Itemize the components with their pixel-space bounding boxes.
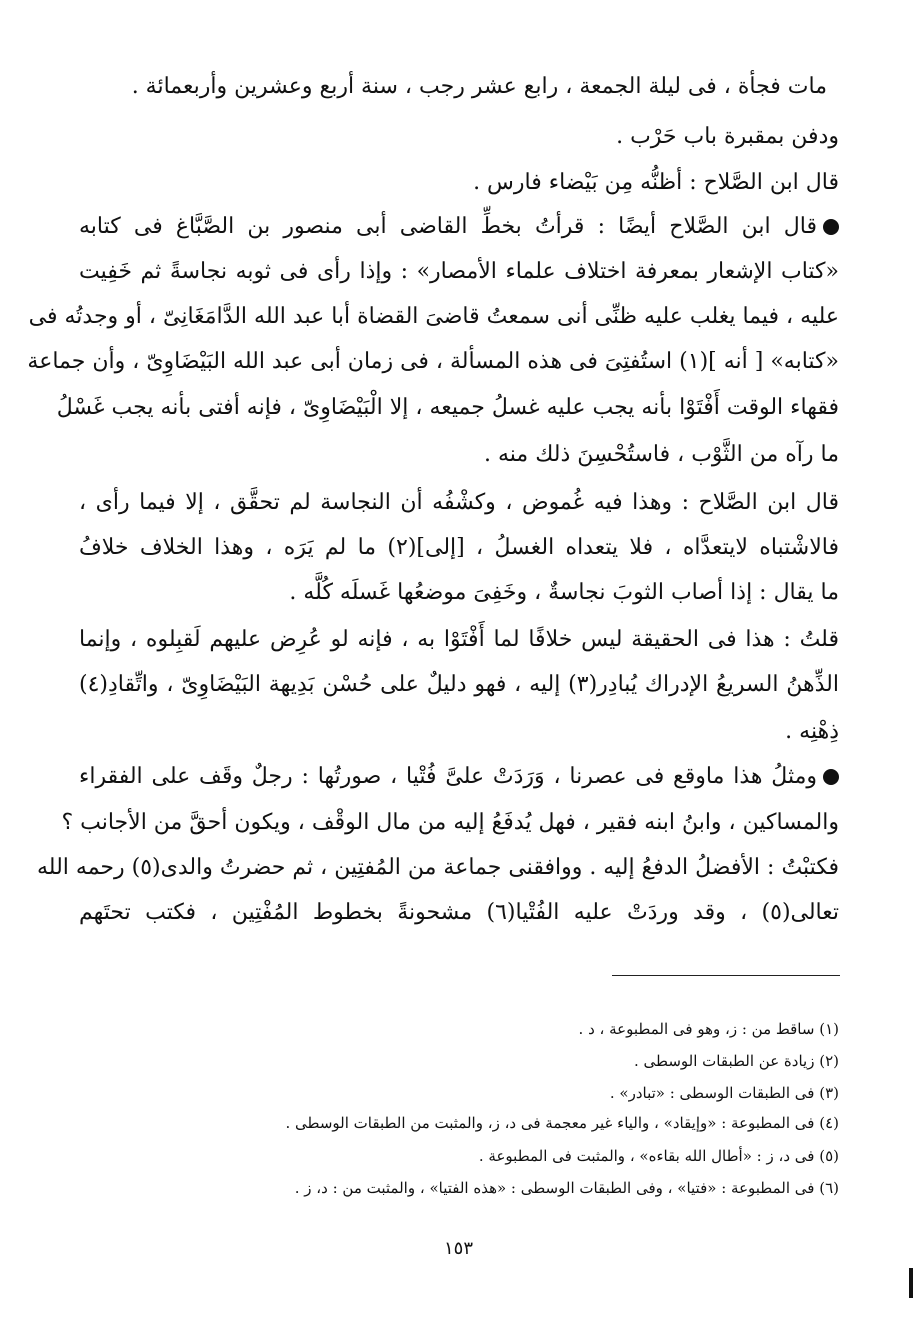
footnote-4: (٤) فى المطبوعة : «وإيقاد» ، والياء غير معجمة فى د، ز، والمثبت من الطبقات الوسطى . — [285, 1114, 839, 1132]
footnote-1: (١) ساقط من : ز، وهو فى المطبوعة ، د . — [578, 1020, 839, 1038]
body-line-17: والمساكين ، وابنُ ابنه فقير ، فهل يُدفَعُ إليه من مال الوقْف ، ويكون أحقَّ من الأجانب ؟ — [61, 810, 839, 835]
body-line-11: فالاشْتباه لايتعدَّاه ، فلا يتعداه الغسلُ ، [إلى](٢) ما لم يَرَه ، وهذا الخلاف خلافُ — [79, 535, 839, 560]
body-line-18: فكتبْتُ : الأفضلُ الدفعُ إليه . ووافقنى جماعة من المُفتِين ، ثم حضرتُ والدى(٥) رحمه الله — [37, 855, 839, 880]
bullet-icon — [823, 219, 839, 235]
footnote-2: (٢) زيادة عن الطبقات الوسطى . — [634, 1052, 839, 1070]
page-number: ١٥٣ — [443, 1238, 473, 1259]
body-line-8: فقهاء الوقت أَفْتَوْا بأنه يجب عليه غسلُ جميعه ، إلا الْبَيْضَاوِىّ ، فإنه أفتى بأنه يجب غَسْلُ — [56, 395, 839, 420]
body-line-16 — [79, 762, 839, 792]
body-line-9: ما رآه من الثَّوْب ، فاستُحْسِنَ ذلك منه . — [484, 442, 839, 467]
body-line-4-text: قال ابن الصَّلاح أيضًا : قرأتُ بخطِّ القاضى أبى منصور بن الصَّبَّاغ فى كتابه — [79, 214, 817, 239]
body-line-10: قال ابن الصَّلاح : وهذا فيه غُموض ، وكشْفُه أن النجاسة لم تحقَّق ، إلا فيما رأى ، — [79, 490, 839, 515]
bullet-icon — [823, 769, 839, 785]
body-line-5: «كتاب الإشعار بمعرفة اختلاف علماء الأمصار» : وإذا رأى فى ثوبه نجاسةً ثم خَفِيت — [79, 259, 839, 284]
body-line-14: الذِّهنُ السريعُ الإدراك يُبادِر(٣) إليه ، فهو دليلٌ على حُسْن بَدِيهة البَيْضَاوِىّ ، واتِّقادِ(٤) — [79, 672, 839, 697]
body-line-4 — [79, 212, 839, 242]
footnote-3: (٣) فى الطبقات الوسطى : «تبادر» . — [609, 1084, 839, 1102]
body-line-19: تعالى(٥) ، وقد وردَتْ عليه الفُتْيا(٦) مشحونةً بخطوط المُفْتِين ، فكتب تحتَهم — [79, 900, 839, 925]
body-line-2: ودفن بمقبرة باب حَرْب . — [616, 124, 839, 149]
body-line-13: قلتُ : هذا فى الحقيقة ليس خلافًا لما أَفْتَوْا به ، فإنه لو عُرِض عليهم لَقبِلوه ، وإنما — [79, 627, 839, 652]
footnote-separator — [612, 975, 840, 976]
footnote-5: (٥) فى د، ز : «أطال الله بقاءه» ، والمثبت فى المطبوعة . — [478, 1147, 839, 1165]
body-line-3: قال ابن الصَّلاح : أظنُّه مِن بَيْضاء فارس . — [473, 170, 839, 195]
body-line-15: ذِهْنِه . — [785, 719, 839, 744]
body-line-1: مات فجأة ، فى ليلة الجمعة ، رابع عشر رجب ، سنة أربع وعشرين وأربعمائة . — [131, 74, 827, 99]
body-line-16-text: ومثلُ هذا ماوقع فى عصرنا ، وَرَدَتْ علىَّ فُتْيا ، صورتُها : رجلٌ وقَف على الفقراء — [79, 764, 817, 789]
footnote-6: (٦) فى المطبوعة : «فتيا» ، وفى الطبقات الوسطى : «هذه الفتيا» ، والمثبت من : د، ز . — [294, 1179, 839, 1197]
body-line-6: عليه ، فيما يغلب عليه ظنِّى أنى سمعتُ قاضىَ القضاة أبا عبد الله الدَّامَغَانِىّ ، أو وجدتُه فى — [28, 304, 839, 329]
body-line-7: «كتابه» [ أنه ](١) استُفتِىَ فى هذه المسألة ، فى زمان أبى عبد الله البَيْضَاوِىّ ، وأن جماعة — [27, 349, 839, 374]
body-line-12: ما يقال : إذا أصاب الثوبَ نجاسةٌ ، وخَفِىَ موضعُها غَسلَه كُلَّه . — [289, 580, 839, 605]
scan-edge-mark — [909, 1268, 913, 1298]
